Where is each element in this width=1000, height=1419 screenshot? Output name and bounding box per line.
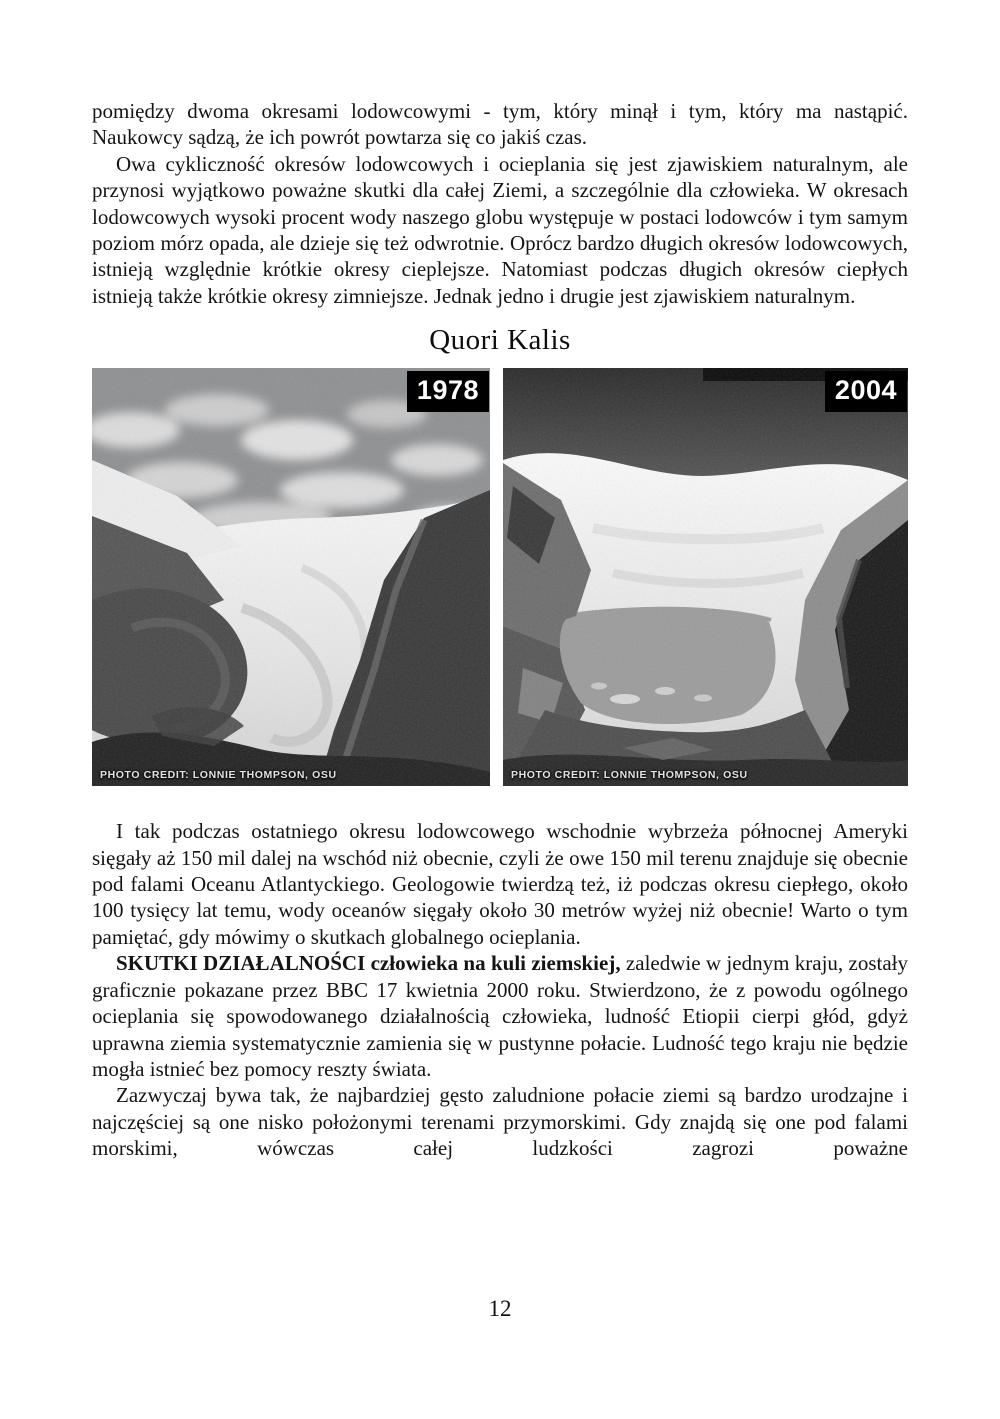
grain-texture	[92, 368, 490, 786]
glacier-1978-illustration	[92, 368, 490, 786]
glacier-photo-1978	[92, 368, 490, 786]
paragraph-bold-rest: zaledwie w jednym kraju, zostały graficznie pokazane przez BBC 17 kwietnia 2000 roku. Stwierdzono, że z powodu ogólnego ocieplania się spowodowanego działalnością człowieka, ludność Etiopii cierpi głód, gdyż uprawna ziemia systematycznie zamienia się w pustynne połacie. Ludność tego kraju nie będzie mogła istnieć bez pomocy reszty świata.	[92, 951, 908, 1081]
glacier-2004-illustration	[503, 368, 908, 786]
section-heading: Quori Kalis	[429, 324, 571, 357]
year-label-1978: 1978	[407, 371, 489, 412]
paragraph-intro-continuation: pomiędzy dwoma okresami lodowcowymi - tym, który minął i tym, który ma nastąpić. Naukowcy sądzą, że ich powrót powtarza się co jakiś czas.	[92, 99, 908, 150]
paragraph-coastal-populations: Zazwyczaj bywa tak, że najbardziej gęsto zaludnione połacie ziemi są bardzo urodzajne i najczęściej są one nisko położonymi terenami przymorskimi. Gdy znajdą się one pod falami morskimi, wówczas całej ludzkości zagrozi poważne	[92, 1083, 908, 1161]
photo-credit-right: PHOTO CREDIT: LONNIE THOMPSON, OSU	[511, 769, 748, 782]
glacier-comparison-figure	[92, 368, 908, 786]
page-number: 12	[488, 1296, 512, 1321]
paragraph-glacial-cycles: Owa cykliczność okresów lodowcowych i ocieplania się jest zjawiskiem naturalnym, ale przynosi wyjątkowo poważne skutki dla całej Ziemi, a szczególnie dla człowieka. W okresach lodowcowych wysoki procent wody naszego globu występuje w postaci lodowców i tym samym poziom mórz opada, ale dzieje się też odwrotnie. Oprócz bardzo długich okresów lodowcowych, istnieją względnie krótkie okresy cieplejsze. Natomiast podczas długich okresów ciepłych istnieją także krótkie okresy zimniejsze. Jednak jedno i drugie jest zjawiskiem naturalnym.	[92, 151, 908, 308]
paragraph-ice-age-coastline: I tak podczas ostatniego okresu lodowcowego wschodnie wybrzeża północnej Ameryki sięgały aż 150 mil dalej na wschód niż obecnie, czyli że owe 150 mil terenu znajduje się obecnie pod falami Oceanu Atlantyckiego. Geologowie twierdzą też, iż podczas okresu ciepłego, około 100 tysięcy lat temu, wody oceanów sięgały około 30 metrów wyżej niż obecnie! Warto o tym pamiętać, gdy mówimy o skutkach globalnego ocieplania.	[92, 819, 908, 949]
glacier-photo-2004	[503, 368, 908, 786]
paragraph-bold-lead: SKUTKI DZIAŁALNOŚCI człowieka na kuli ziemskiej,	[116, 951, 621, 976]
grain-texture	[503, 368, 908, 786]
photo-credit-left: PHOTO CREDIT: LONNIE THOMPSON, OSU	[100, 769, 337, 782]
page-content	[92, 98, 908, 1162]
paragraph-human-impact	[92, 950, 908, 1082]
year-label-2004: 2004	[825, 371, 907, 412]
